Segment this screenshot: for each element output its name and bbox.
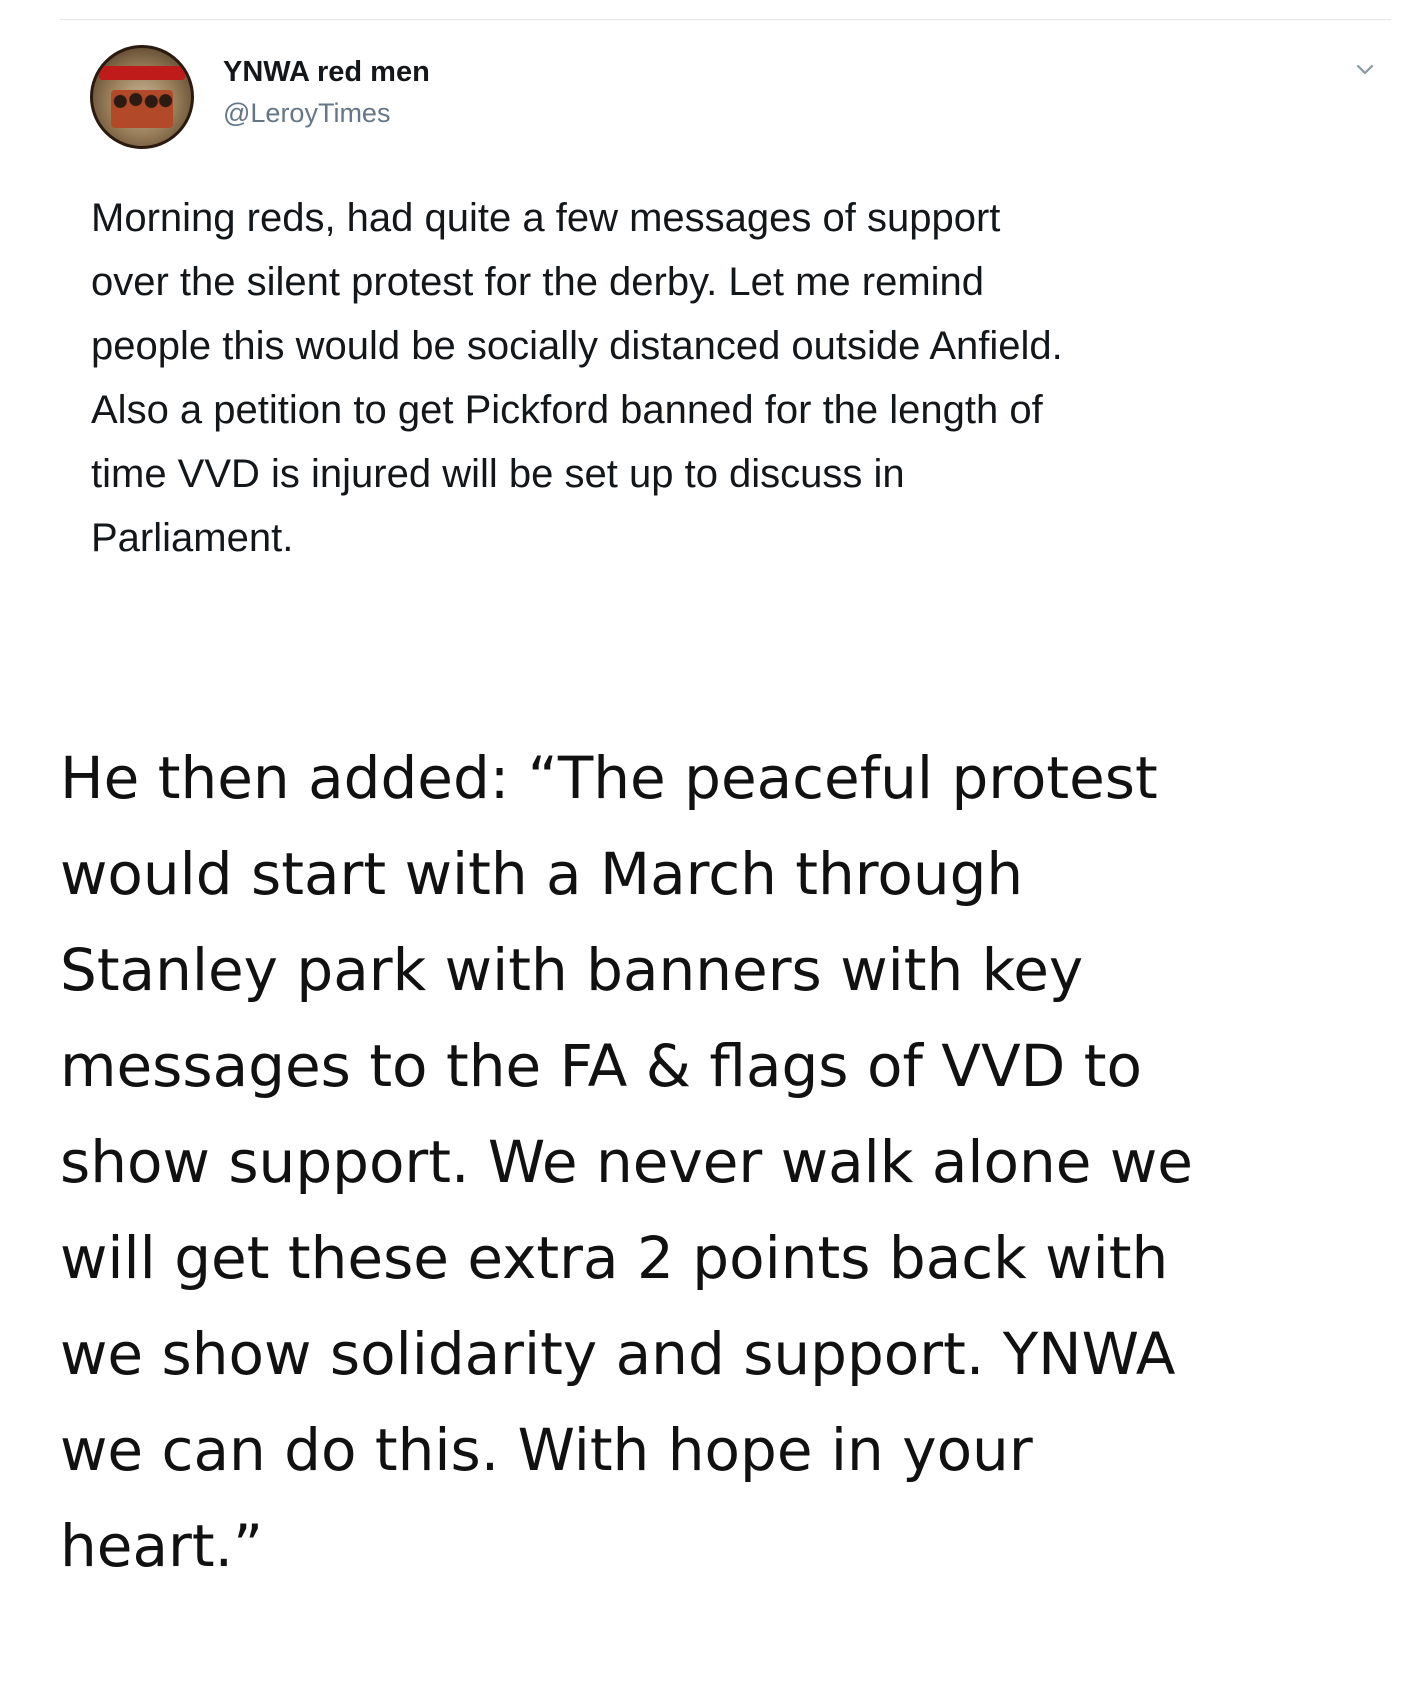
chevron-down-icon[interactable]: [1355, 60, 1375, 80]
display-name[interactable]: YNWA red men: [223, 56, 430, 88]
avatar[interactable]: [90, 45, 194, 149]
tweet-card: [0, 0, 1421, 620]
tweet-text: Morning reds, had quite a few messages of support over the silent protest for the derby. Let me remind people this would be socially distanced outside Anfield. Also a petition to get Pickford banned for the length of time VVD is injured will be set up to discuss in Parliament.: [91, 196, 1063, 560]
avatar-banner: [99, 66, 185, 80]
user-handle[interactable]: @LeroyTimes: [223, 98, 391, 128]
article-quote: He then added: “The peaceful protest would start with a March through Stanley park with banners with key messages to the FA & flags of VVD to show support. We never walk alone we will get these extra 2 points back with we show solidarity and support. YNWA we can do this. With hope in your heart.”: [60, 744, 1193, 1580]
avatar-crowd: [111, 90, 173, 128]
